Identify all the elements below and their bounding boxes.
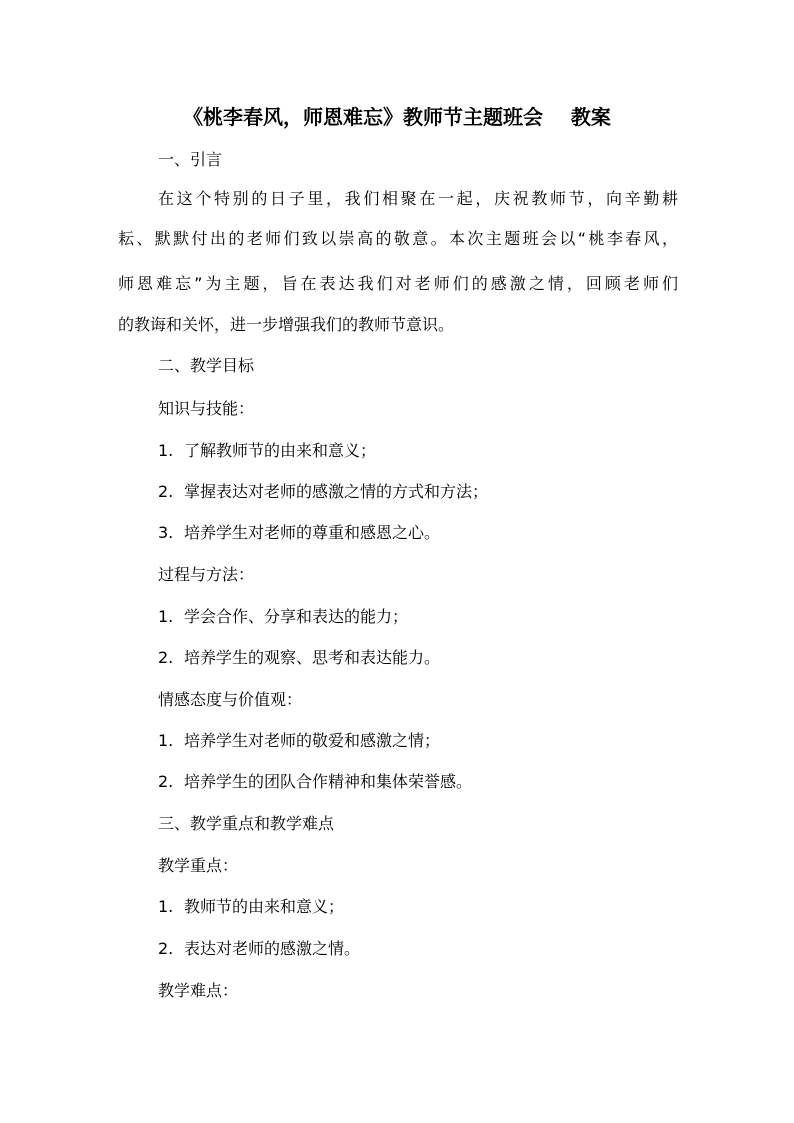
subheading-knowledge-skills: 知识与技能： bbox=[158, 399, 255, 418]
section-heading-objectives: 二、教学目标 bbox=[158, 356, 255, 375]
list-item bbox=[158, 439, 376, 463]
list-item bbox=[158, 895, 344, 919]
list-item-text: 培养学生对老师的尊重和感恩之心。 bbox=[184, 523, 441, 542]
list-item bbox=[158, 521, 440, 545]
document-title: 《桃李春风，师恩难忘》教师节主题班会 教案 bbox=[183, 105, 611, 129]
list-item bbox=[158, 480, 488, 504]
list-item-text: 掌握表达对老师的感激之情的方式和方法； bbox=[184, 482, 489, 501]
section-heading-introduction: 一、引言 bbox=[158, 150, 223, 169]
list-item-text: 培养学生的观察、思考和表达能力。 bbox=[184, 648, 441, 667]
list-item-number: 3. bbox=[158, 523, 174, 542]
list-item-number: 1. bbox=[158, 607, 174, 626]
section-heading-focus-difficulty: 三、教学重点和教学难点 bbox=[158, 814, 335, 833]
subheading-emotion-values: 情感态度与价值观： bbox=[158, 690, 303, 709]
list-item-text: 培养学生的团队合作精神和集体荣誉感。 bbox=[184, 772, 473, 791]
list-item-text: 培养学生对老师的敬爱和感激之情； bbox=[184, 731, 441, 750]
list-item-number: 2. bbox=[158, 939, 174, 958]
paragraph-line: 耘、默默付出的老师们致以崇高的敬意。本次主题班会以“桃李春风， bbox=[118, 229, 678, 248]
list-item-text: 表达对老师的感激之情。 bbox=[184, 939, 361, 958]
list-item bbox=[158, 937, 360, 961]
paragraph-line: 在这个特别的日子里，我们相聚在一起，庆祝教师节，向辛勤耕 bbox=[158, 189, 678, 208]
list-item bbox=[158, 646, 440, 670]
list-item-text: 了解教师节的由来和意义； bbox=[184, 441, 377, 460]
paragraph-line: 师恩难忘”为主题，旨在表达我们对老师们的感激之情，回顾老师们 bbox=[118, 274, 678, 293]
list-item-text: 学会合作、分享和表达的能力； bbox=[184, 607, 409, 626]
list-item-number: 1. bbox=[158, 731, 174, 750]
list-item-number: 1. bbox=[158, 897, 174, 916]
list-item bbox=[158, 605, 408, 629]
subheading-process-methods: 过程与方法： bbox=[158, 565, 255, 584]
list-item-number: 2. bbox=[158, 772, 174, 791]
paragraph-line: 的教诲和关怀，进一步增强我们的教师节意识。 bbox=[118, 315, 455, 334]
subheading-teaching-focus: 教学重点： bbox=[158, 856, 239, 875]
list-item-number: 1. bbox=[158, 441, 174, 460]
list-item-number: 2. bbox=[158, 648, 174, 667]
list-item bbox=[158, 729, 440, 753]
list-item-text: 教师节的由来和意义； bbox=[184, 897, 345, 916]
subheading-teaching-difficulty: 教学难点： bbox=[158, 981, 239, 1000]
list-item bbox=[158, 770, 472, 794]
list-item-number: 2. bbox=[158, 482, 174, 501]
